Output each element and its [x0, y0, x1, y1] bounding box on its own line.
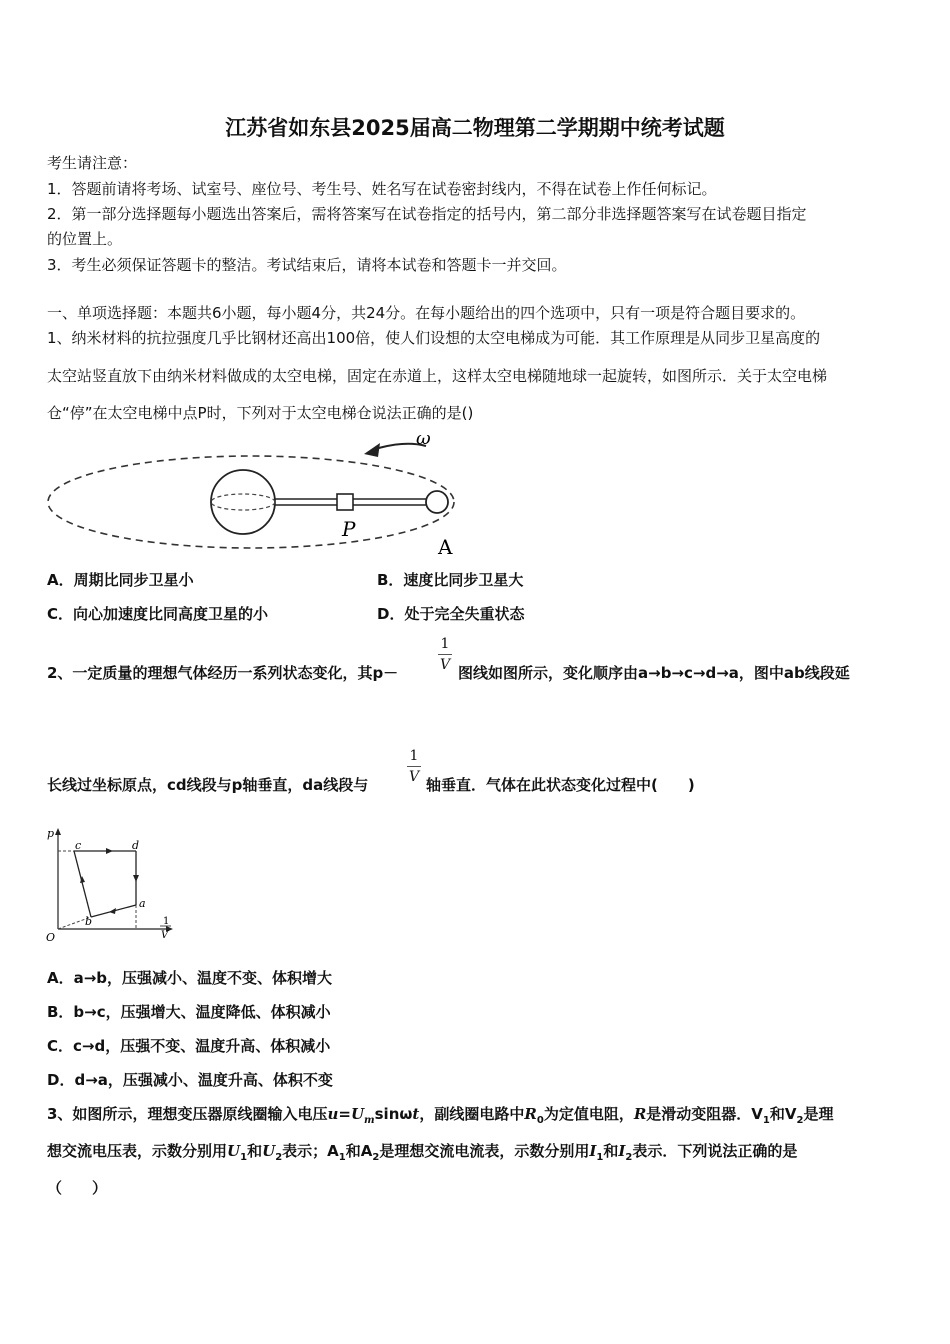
q1-option-b: B．速度比同步卫星大 — [377, 571, 524, 589]
p-v-graph — [44, 825, 184, 943]
x-axis-numerator: 1 — [163, 916, 170, 927]
earth-circle — [211, 470, 275, 534]
q3-var: R — [524, 1105, 537, 1123]
q3-subscript: m — [364, 1115, 375, 1126]
q3-text: 和V — [769, 1105, 797, 1123]
q3-text: 3、如图所示，理想变压器原线圈输入电压 — [47, 1105, 328, 1123]
fraction-bar — [438, 654, 452, 655]
q3-var: I — [589, 1142, 597, 1160]
q3-text: 是理想交流电流表，示数分别用 — [379, 1142, 590, 1160]
q3-subscript: 0 — [536, 1115, 544, 1126]
space-elevator-figure — [44, 430, 464, 558]
q3-text: 表示．下列说法正确的是 — [632, 1142, 798, 1160]
q3-text: sinω — [374, 1105, 413, 1123]
point-c-label: c — [75, 839, 82, 852]
q3-text: 为定值电阻， — [543, 1105, 634, 1123]
q2-option-d: D．d→a，压强减小、温度升高、体积不变 — [47, 1071, 333, 1089]
q3-text: 是滑动变阻器．V — [646, 1105, 763, 1123]
q3-line-2 — [47, 1140, 797, 1163]
q3-text: 和 — [603, 1142, 619, 1160]
q3-text: ，副线圈电路中 — [419, 1105, 525, 1123]
notice-item-2-cont: 的位置上。 — [47, 230, 123, 248]
section-heading: 一、单项选择题：本题共6小题，每小题4分，共24分。在每小题给出的四个选项中，只有一项是符合题目要求的。 — [47, 304, 806, 322]
q3-subscript: 2 — [275, 1152, 283, 1163]
q3-var: R — [633, 1105, 647, 1123]
q3-text: 是理 — [803, 1105, 834, 1123]
q3-text: = — [338, 1105, 351, 1123]
q3-text: 和 — [247, 1142, 263, 1160]
point-d-label: d — [132, 839, 140, 852]
fraction-numerator: 1 — [409, 748, 419, 764]
q2-option-c: C．c→d，压强不变、温度升高、体积减小 — [47, 1037, 331, 1055]
q3-var: t — [412, 1105, 420, 1123]
notice-item-3: 3．考生必须保证答题卡的整洁。考试结束后，请将本试卷和答题卡一并交回。 — [47, 256, 567, 274]
a-label: A — [438, 535, 453, 558]
q1-line-1: 1、纳米材料的抗拉强度几乎比钢材还高出100倍，使人们设想的太空电梯成为可能．其工作原理是从同步卫星高度的 — [47, 329, 821, 347]
q3-text: 和A — [345, 1142, 373, 1160]
q3-var: U — [262, 1142, 276, 1160]
q3-line-1 — [47, 1103, 833, 1126]
q2-option-b: B．b→c，压强增大、温度降低、体积减小 — [47, 1003, 331, 1021]
fraction-denominator: V — [439, 657, 451, 673]
q2-line-2-start: 长线过坐标原点，cd线段与p轴垂直，da线段与 — [47, 776, 369, 794]
q3-var: U — [227, 1142, 241, 1160]
origin-label: O — [46, 931, 56, 943]
q3-text: 想交流电压表，示数分别用 — [47, 1142, 228, 1160]
q1-option-d: D．处于完全失重状态 — [377, 605, 525, 623]
fraction-denominator: V — [408, 769, 420, 785]
q3-subscript: 1 — [762, 1115, 770, 1126]
station-a-circle — [426, 491, 448, 513]
q2-option-a: A．a→b，压强减小、温度不变、体积增大 — [47, 969, 333, 987]
q3-answer-bracket: （ ） — [47, 1179, 108, 1197]
p-label: P — [342, 517, 356, 541]
q3-subscript: 1 — [596, 1152, 604, 1163]
p-axis-label: p — [47, 827, 55, 840]
omega-label: ω — [416, 430, 431, 449]
fraction-numerator: 1 — [440, 636, 450, 652]
notice-item-2: 2．第一部分选择题每小题选出答案后，需将答案写在试卷指定的括号内，第二部分非选择题答案写在试卷题目指定 — [47, 205, 807, 223]
point-a-label: a — [139, 897, 146, 910]
q2-line-1-end: 图线如图所示，变化顺序由a→b→c→d→a，图中ab线段延 — [458, 664, 850, 682]
q1-line-2: 太空站竖直放下由纳米材料做成的太空电梯，固定在赤道上，这样太空电梯随地球一起旋转，如图所示．关于太空电梯 — [47, 367, 828, 385]
q3-subscript: 2 — [372, 1152, 380, 1163]
q3-var: U — [350, 1105, 365, 1123]
q3-subscript: 2 — [796, 1115, 804, 1126]
notice-heading: 考生请注意： — [47, 154, 138, 172]
q3-text: 表示；A — [282, 1142, 339, 1160]
fraction-bar — [407, 766, 421, 767]
elevator-car — [337, 494, 353, 510]
p-axis-arrow-icon — [55, 828, 61, 835]
q1-line-3: 仓“停”在太空电梯中点P时，下列对于太空电梯仓说法正确的是() — [47, 404, 474, 422]
q1-option-c: C．向心加速度比同高度卫星的小 — [47, 605, 269, 623]
q2-line-1-start: 2、一定质量的理想气体经历一系列状态变化，其p－ — [47, 664, 399, 682]
arrow-head-icon — [364, 443, 380, 457]
q2-fraction-1 — [437, 636, 453, 673]
q1-option-a: A．周期比同步卫星小 — [47, 571, 194, 589]
arrow-cd-icon — [106, 848, 113, 854]
x-axis-denominator: V — [161, 930, 169, 941]
q3-subscript: 2 — [625, 1152, 633, 1163]
q3-subscript: 1 — [338, 1152, 346, 1163]
q3-var: I — [618, 1142, 626, 1160]
segment-bc — [74, 851, 91, 917]
q2-line-2-end: 轴垂直．气体在此状态变化过程中( ) — [426, 776, 695, 794]
point-b-label: b — [85, 915, 93, 928]
notice-item-1: 1．答题前请将考场、试室号、座位号、考生号、姓名写在试卷密封线内，不得在试卷上作任何标记。 — [47, 180, 717, 198]
page-title: 江苏省如东县2025届高二物理第二学期期中统考试题 — [225, 116, 725, 140]
q3-subscript: 1 — [240, 1152, 248, 1163]
q2-fraction-2 — [406, 748, 422, 785]
q3-var: u — [327, 1105, 339, 1123]
arrow-ab-icon — [109, 908, 116, 914]
arrow-da-icon — [133, 875, 139, 882]
